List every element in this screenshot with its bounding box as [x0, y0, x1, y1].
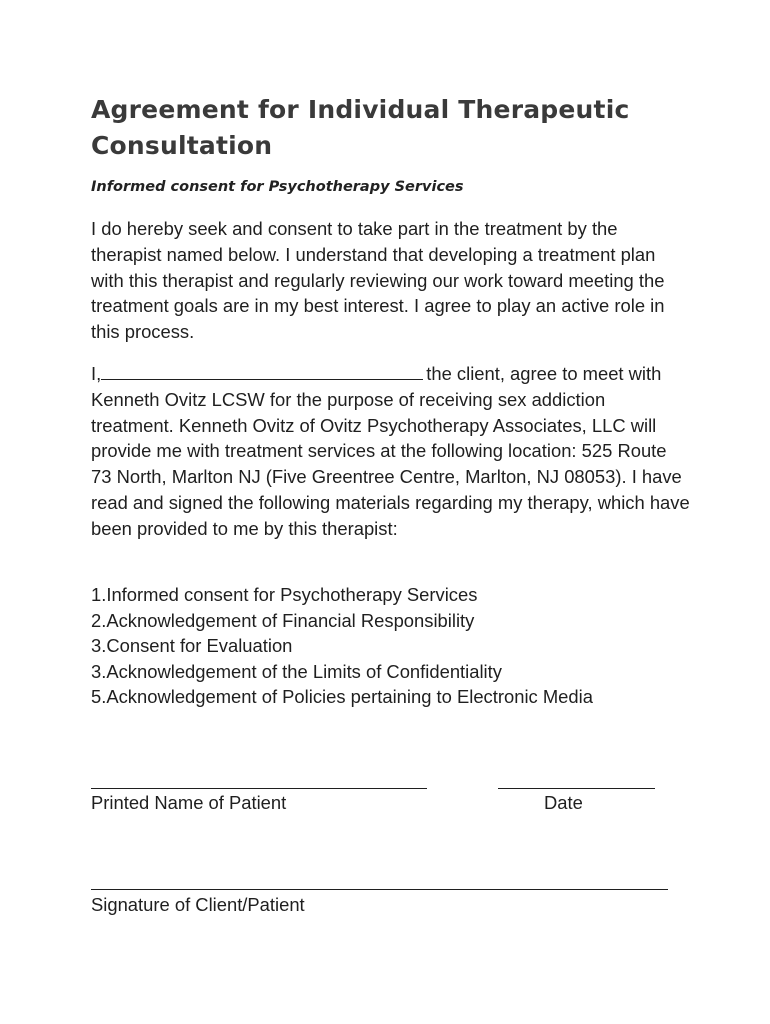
document-subtitle: Informed consent for Psychotherapy Services: [91, 179, 464, 195]
list-item: 3.Consent for Evaluation: [91, 635, 293, 657]
document-title: Agreement for Individual Therapeutic Consultation: [91, 95, 630, 160]
printed-name-label: Printed Name of Patient: [91, 792, 287, 813]
materials-list: [91, 582, 731, 710]
agreement-prefix: I,: [91, 363, 102, 384]
printed-name-line[interactable]: [91, 788, 427, 789]
list-item: 5.Acknowledgement of Policies pertaining to Electronic Media: [91, 686, 593, 708]
intro-paragraph: I do hereby seek and consent to take part in the treatment by the therapist named below. I understand that developing a treatment plan with this therapist and regularly reviewing our work toward meeting the treatment goals are in my best interest. I agree to play an active role in this process.: [91, 218, 665, 343]
signature-label: Signature of Client/Patient: [91, 894, 305, 915]
list-item: 2.Acknowledgement of Financial Responsibility: [91, 609, 475, 631]
signature-line[interactable]: [91, 889, 668, 890]
list-item: 3.Acknowledgement of the Limits of Confidentiality: [91, 660, 502, 682]
list-item: 1.Informed consent for Psychotherapy Services: [91, 584, 478, 605]
agreement-text: the client, agree to meet with Kenneth Ovitz LCSW for the purpose of receiving sex addiction treatment. Kenneth Ovitz of Ovitz Psychotherapy Associates, LLC will provide me with treatment services at the following location: 525 Route 73 North, Marlton NJ (Five Greentree Centre, Marlton, NJ 08053). I have read and signed the following materials regarding my therapy, which have been provided to me by this therapist:: [91, 363, 690, 539]
agreement-paragraph: [91, 361, 691, 542]
client-name-blank[interactable]: [101, 361, 423, 380]
date-label: Date: [544, 792, 583, 813]
date-line[interactable]: [498, 788, 655, 789]
